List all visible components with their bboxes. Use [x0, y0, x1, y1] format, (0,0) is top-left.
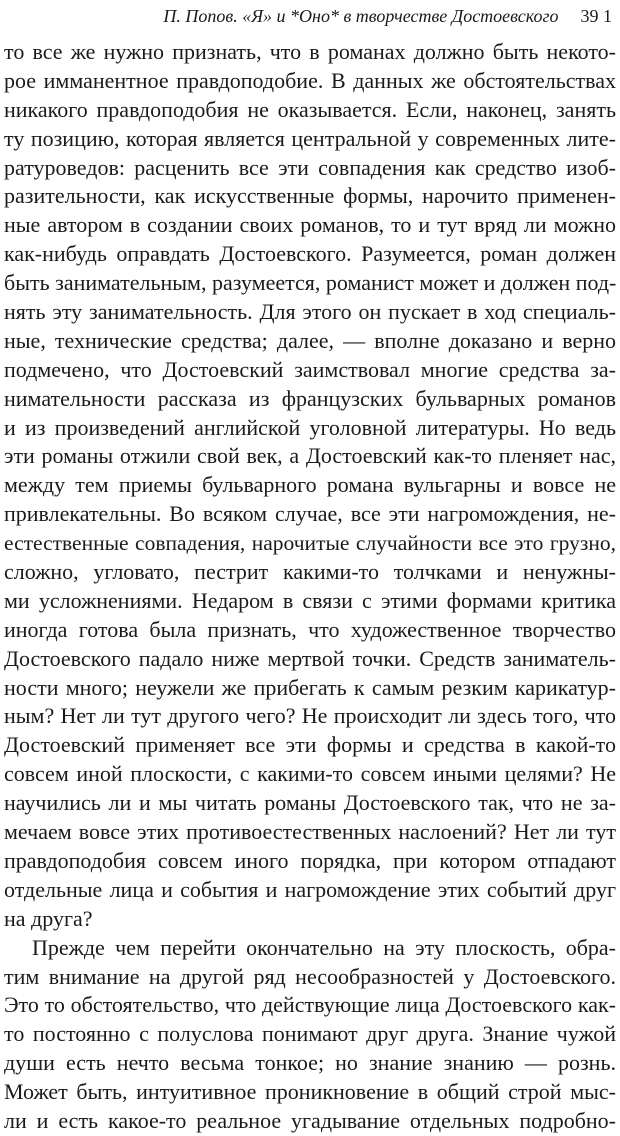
- text-line: разительности, как искусственные формы, нарочито применен-: [4, 183, 616, 209]
- text-line: естественные совпадения, нарочитые случайности все это грузно,: [4, 531, 616, 556]
- paragraph-1: [4, 38, 616, 934]
- page-number: 39 1: [580, 6, 612, 26]
- running-title: П. Попов. «Я» и *Оно* в творчестве Достоевского: [163, 6, 559, 26]
- text-line: быть занимательным, разумеется, романист может и должен под-: [4, 270, 617, 296]
- text-line: то все же нужно признать, что в романах должно быть некото-: [4, 39, 616, 64]
- text-line: Это то обстоятельство, что действующие лица Достоевского как-: [4, 992, 616, 1018]
- text-line: нимательности рассказа из французских бульварных романов: [4, 385, 616, 411]
- text-line: подмечено, что Достоевский заимствовал многие средства за-: [4, 356, 616, 382]
- text-line: и из произведений английской уголовной литературы. Но ведь: [4, 414, 616, 440]
- text-line: ные, технические средства; далее, — вполне доказано и верно: [4, 327, 616, 353]
- text-line: ным? Нет ли тут другого чего? Не происходит ли здесь того, что: [4, 703, 616, 729]
- text-line: Прежде чем перейти окончательно на эту плоскость, обра-: [32, 934, 616, 960]
- text-line: научились ли и мы читать романы Достоевского так, что не за-: [4, 790, 616, 816]
- text-line: ту позицию, которая является центральной у современных лите-: [4, 125, 616, 151]
- body-text: [4, 38, 616, 1136]
- text-line: нять эту занимательность. Для этого он пускает в ход специаль-: [4, 299, 616, 325]
- text-line: между тем приемы бульварного романа вульгарны и вовсе не: [4, 472, 616, 498]
- text-line: Достоевского падало ниже мертвой точки. Средств заниматель-: [4, 645, 616, 671]
- text-line: Достоевский применяет все эти формы и средства в какой-то: [4, 732, 616, 758]
- text-line: сложно, угловато, пестрит какими-то толчками и ненужны-: [4, 559, 616, 585]
- paragraph-2: [4, 934, 616, 1136]
- text-line: отдельные лица и события и нагромождение этих событий друг: [4, 876, 616, 902]
- text-line: Может быть, интуитивное проникновение в общий строй мыс-: [4, 1079, 616, 1105]
- text-line: эти романы отжили свой век, а Достоевский как-то пленяет нас,: [4, 443, 616, 469]
- text-line: то постоянно с полуслова понимают друг друга. Знание чужой: [4, 1021, 616, 1047]
- text-line: как-нибудь оправдать Достоевского. Разумеется, роман должен: [4, 241, 616, 267]
- text-line: ности много; неужели же прибегать к самым резким карикатур-: [4, 674, 616, 700]
- text-line: иногда готова была признать, что художественное творчество: [4, 616, 616, 642]
- text-line: рое имманентное правдоподобие. В данных же обстоятельствах: [4, 67, 616, 93]
- text-line: мечаем вовсе этих противоестественных наслоений? Нет ли тут: [4, 819, 616, 845]
- text-line: ратуроведов: расценить все эти совпадения как средство изоб-: [4, 154, 616, 180]
- running-header: [0, 4, 612, 28]
- text-line: ми усложнениями. Недаром в связи с этими формами критика: [4, 587, 616, 613]
- text-line: никакого правдоподобия не оказывается. Если, наконец, занять: [4, 96, 616, 122]
- text-line: совсем иной плоскости, с какими-то совсем иными целями? Не: [4, 761, 616, 787]
- text-line: правдоподобия совсем иного порядка, при котором отпадают: [4, 847, 616, 873]
- text-line: тим внимание на другой ряд несообразностей у Достоевского.: [4, 963, 616, 989]
- text-line: привлекательны. Во всяком случае, все эти нагромождения, не-: [4, 501, 616, 527]
- text-line: на друга?: [4, 905, 93, 931]
- text-line: души есть нечто весьма тонкое; но знание знанию — рознь.: [4, 1050, 616, 1076]
- text-line: ли и есть какое-то реальное угадывание отдельных подробно-: [4, 1107, 616, 1133]
- text-line: ные автором в создании своих романов, то и тут вряд ли можно: [4, 212, 616, 238]
